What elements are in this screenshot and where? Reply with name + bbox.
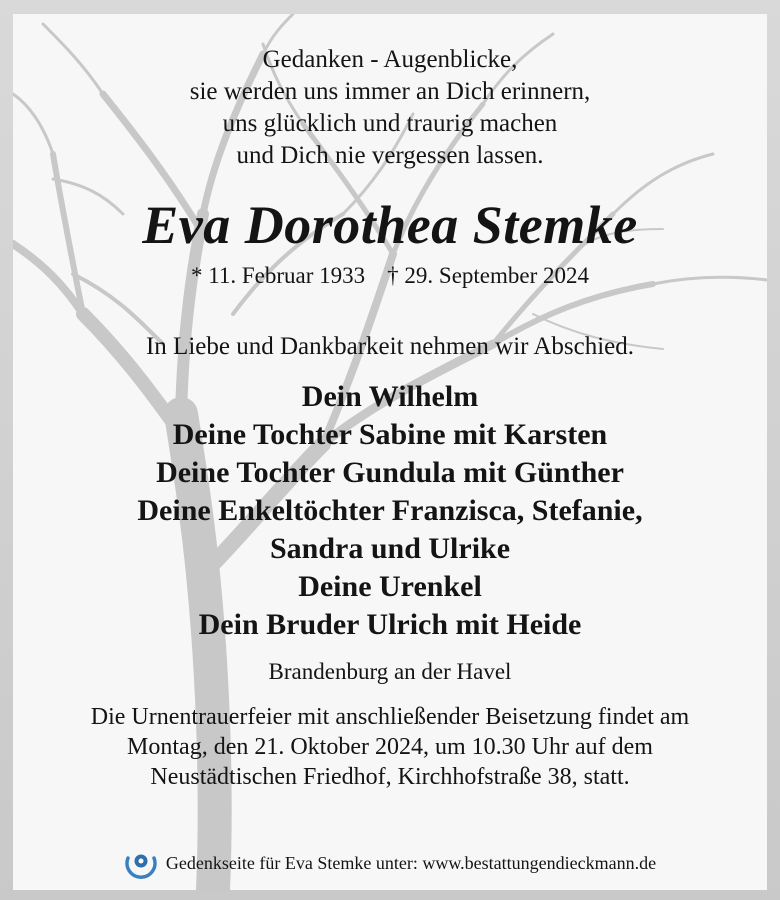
poem [13,14,767,172]
ceremony-line: Montag, den 21. Oktober 2024, um 10.30 Uhr auf dem [127,734,653,760]
mourner-entry: Dein Wilhelm [301,380,479,413]
death-date: † 29. September 2024 [387,263,590,288]
mourner-entry: Deine Tochter Gundula mit Günther [156,456,624,489]
ceremony-info [13,702,767,792]
life-dates [13,262,767,290]
ceremony-line: Die Urnentrauerfeier mit anschließender Beisetzung findet am [90,704,690,730]
obituary-card [13,14,767,890]
place-text: Brandenburg an der Havel [268,659,512,684]
poem-line: und Dich nie vergessen lassen. [236,142,544,169]
mourner-entry: Deine Tochter Sabine mit Karsten [172,418,608,451]
mourners-list [13,378,767,644]
memorial-logo-icon [124,846,158,880]
mourner-entry: Deine Urenkel [298,570,482,603]
mourner-entry: Deine Enkeltöchter Franzisca, Stefanie, [137,494,643,527]
memorial-page-link[interactable]: Gedenkseite für Eva Stemke unter: www.bestattungendieckmann.de [165,853,657,873]
deceased-name: Eva Dorothea Stemke [142,195,638,255]
poem-line: uns glücklich und traurig machen [222,110,558,137]
ceremony-line: Neustädtischen Friedhof, Kirchhofstraße 38, statt. [150,764,630,790]
poem-line: sie werden uns immer an Dich erinnern, [189,78,591,105]
mourner-entry: Dein Bruder Ulrich mit Heide [198,608,582,641]
memorial-page-footer [13,846,767,880]
mourner-entry: Sandra und Ulrike [269,532,511,565]
poem-line: Gedanken - Augenblicke, [262,46,518,73]
birth-date: * 11. Februar 1933 [190,263,366,288]
farewell-text: In Liebe und Dankbarkeit nehmen wir Abschied. [145,333,635,360]
obituary-content [13,14,767,792]
